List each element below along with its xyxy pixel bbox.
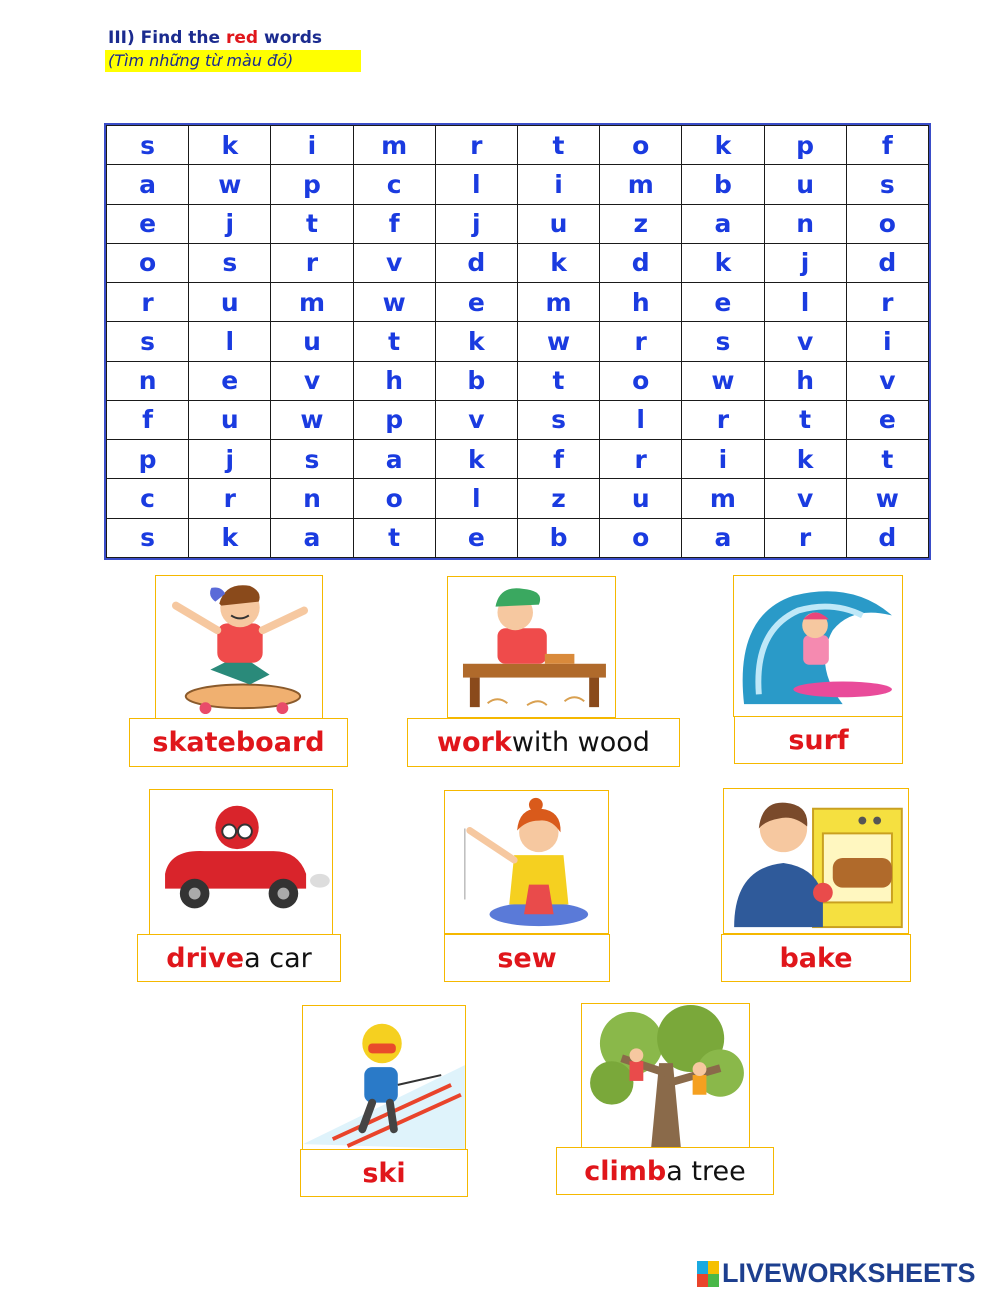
grid-letter[interactable]: v bbox=[435, 400, 517, 439]
grid-letter[interactable]: m bbox=[682, 479, 764, 518]
label-bake bbox=[721, 934, 911, 982]
grid-letter[interactable]: d bbox=[846, 243, 928, 282]
grid-letter[interactable]: w bbox=[846, 479, 928, 518]
bake-picture bbox=[723, 788, 909, 934]
grid-row bbox=[107, 243, 929, 282]
grid-letter[interactable]: v bbox=[271, 361, 353, 400]
title-prefix: III) Find the bbox=[108, 28, 221, 48]
grid-letter[interactable]: v bbox=[764, 479, 846, 518]
grid-letter[interactable]: a bbox=[682, 204, 764, 243]
grid-letter[interactable]: d bbox=[600, 243, 682, 282]
grid-letter[interactable]: l bbox=[435, 165, 517, 204]
grid-letter[interactable]: k bbox=[189, 126, 271, 165]
grid-letter[interactable]: a bbox=[682, 518, 764, 557]
grid-letter[interactable]: r bbox=[600, 322, 682, 361]
keyword: ski bbox=[362, 1157, 406, 1189]
grid-letter[interactable]: h bbox=[353, 361, 435, 400]
surf-picture bbox=[733, 575, 903, 717]
grid-letter[interactable]: k bbox=[682, 126, 764, 165]
grid-letter[interactable]: v bbox=[764, 322, 846, 361]
page-subtitle: (Tìm những từ màu đỏ) bbox=[105, 50, 361, 72]
grid-letter[interactable]: u bbox=[517, 204, 599, 243]
grid-letter[interactable]: r bbox=[107, 283, 189, 322]
grid-letter[interactable]: k bbox=[682, 243, 764, 282]
label-ski bbox=[300, 1149, 468, 1197]
grid-row bbox=[107, 440, 929, 479]
keyword: bake bbox=[779, 942, 853, 974]
grid-letter[interactable]: c bbox=[107, 479, 189, 518]
grid-letter[interactable]: t bbox=[764, 400, 846, 439]
grid-letter[interactable]: i bbox=[271, 126, 353, 165]
grid-row bbox=[107, 126, 929, 165]
grid-letter[interactable]: l bbox=[764, 283, 846, 322]
title-red-word: red bbox=[225, 28, 259, 48]
grid-letter[interactable]: i bbox=[846, 322, 928, 361]
grid-letter[interactable]: o bbox=[353, 479, 435, 518]
grid-letter[interactable]: n bbox=[271, 479, 353, 518]
grid-letter[interactable]: v bbox=[353, 243, 435, 282]
grid-letter[interactable]: n bbox=[107, 361, 189, 400]
grid-letter[interactable]: o bbox=[846, 204, 928, 243]
grid-letter[interactable]: h bbox=[600, 283, 682, 322]
skateboard-picture bbox=[155, 575, 323, 719]
grid-letter[interactable]: e bbox=[682, 283, 764, 322]
grid-letter[interactable]: k bbox=[435, 440, 517, 479]
grid-letter[interactable]: j bbox=[189, 204, 271, 243]
grid-letter[interactable]: r bbox=[189, 479, 271, 518]
grid-letter[interactable]: s bbox=[517, 400, 599, 439]
grid-letter[interactable]: f bbox=[846, 126, 928, 165]
grid-letter[interactable]: w bbox=[682, 361, 764, 400]
grid-letter[interactable]: i bbox=[517, 165, 599, 204]
grid-letter[interactable]: t bbox=[271, 204, 353, 243]
label-drive-a-car bbox=[137, 934, 341, 982]
grid-letter[interactable]: t bbox=[353, 322, 435, 361]
grid-letter[interactable]: o bbox=[107, 243, 189, 282]
grid-letter[interactable]: f bbox=[517, 440, 599, 479]
brand-name: LIVEWORKSHEETS bbox=[722, 1258, 976, 1288]
grid-letter[interactable]: p bbox=[107, 440, 189, 479]
grid-letter[interactable]: a bbox=[271, 518, 353, 557]
keyword: skateboard bbox=[152, 727, 325, 758]
label-rest: a car bbox=[244, 942, 312, 974]
grid-letter[interactable]: r bbox=[682, 400, 764, 439]
grid-row bbox=[107, 283, 929, 322]
grid-letter[interactable]: i bbox=[682, 440, 764, 479]
grid-letter[interactable]: m bbox=[271, 283, 353, 322]
grid-letter[interactable]: e bbox=[846, 400, 928, 439]
grid-letter[interactable]: m bbox=[600, 165, 682, 204]
grid-letter[interactable]: l bbox=[600, 400, 682, 439]
grid-letter[interactable]: e bbox=[435, 518, 517, 557]
grid-letter[interactable]: w bbox=[517, 322, 599, 361]
grid-letter[interactable]: h bbox=[764, 361, 846, 400]
climb-tree-picture bbox=[581, 1003, 750, 1148]
grid-letter[interactable]: j bbox=[435, 204, 517, 243]
logo-icon bbox=[697, 1261, 719, 1287]
grid-letter[interactable]: u bbox=[271, 322, 353, 361]
grid-letter[interactable]: n bbox=[764, 204, 846, 243]
grid-letter[interactable]: b bbox=[517, 518, 599, 557]
grid-letter[interactable]: k bbox=[517, 243, 599, 282]
grid-letter[interactable]: o bbox=[600, 518, 682, 557]
title-suffix: words bbox=[264, 28, 323, 48]
label-climb-a-tree bbox=[556, 1147, 774, 1195]
grid-letter[interactable]: a bbox=[107, 165, 189, 204]
woodwork-picture bbox=[447, 576, 616, 718]
label-sew bbox=[444, 934, 610, 982]
grid-letter[interactable]: r bbox=[764, 518, 846, 557]
grid-row bbox=[107, 322, 929, 361]
grid-letter[interactable]: u bbox=[600, 479, 682, 518]
liveworksheets-logo bbox=[697, 1258, 976, 1289]
keyword: sew bbox=[497, 942, 557, 974]
grid-letter[interactable]: t bbox=[353, 518, 435, 557]
grid-row bbox=[107, 518, 929, 557]
label-rest: with wood bbox=[511, 727, 650, 758]
keyword: work bbox=[437, 727, 512, 758]
keyword: drive bbox=[166, 942, 245, 974]
grid-letter[interactable]: z bbox=[517, 479, 599, 518]
grid-letter[interactable]: k bbox=[189, 518, 271, 557]
grid-letter[interactable]: s bbox=[107, 518, 189, 557]
grid-letter[interactable]: j bbox=[764, 243, 846, 282]
grid-row bbox=[107, 165, 929, 204]
grid-letter[interactable]: l bbox=[435, 479, 517, 518]
grid-letter[interactable]: r bbox=[846, 283, 928, 322]
grid-letter[interactable]: o bbox=[600, 361, 682, 400]
sew-picture bbox=[444, 790, 609, 934]
grid-letter[interactable]: m bbox=[517, 283, 599, 322]
grid-letter[interactable]: s bbox=[189, 243, 271, 282]
grid-letter[interactable]: p bbox=[353, 400, 435, 439]
grid-row bbox=[107, 400, 929, 439]
label-skateboard bbox=[129, 718, 348, 767]
keyword: climb bbox=[584, 1155, 667, 1187]
grid-letter[interactable]: p bbox=[764, 126, 846, 165]
grid-row bbox=[107, 479, 929, 518]
grid-letter[interactable]: f bbox=[353, 204, 435, 243]
keyword: surf bbox=[788, 724, 849, 756]
grid-letter[interactable]: t bbox=[517, 126, 599, 165]
drive-car-picture bbox=[149, 789, 333, 935]
grid-letter[interactable]: c bbox=[353, 165, 435, 204]
grid-letter[interactable]: b bbox=[682, 165, 764, 204]
grid-letter[interactable]: t bbox=[517, 361, 599, 400]
grid-letter[interactable]: u bbox=[764, 165, 846, 204]
grid-letter[interactable]: o bbox=[600, 126, 682, 165]
word-search-grid bbox=[104, 123, 931, 560]
grid-letter[interactable]: z bbox=[600, 204, 682, 243]
grid-letter[interactable]: d bbox=[435, 243, 517, 282]
label-rest: a tree bbox=[666, 1155, 746, 1187]
grid-letter[interactable]: e bbox=[435, 283, 517, 322]
grid-letter[interactable]: k bbox=[764, 440, 846, 479]
grid-letter[interactable]: d bbox=[846, 518, 928, 557]
grid-row bbox=[107, 361, 929, 400]
grid-letter[interactable]: e bbox=[107, 204, 189, 243]
grid-letter[interactable]: s bbox=[107, 322, 189, 361]
label-work-with-wood bbox=[407, 718, 680, 767]
ski-picture bbox=[302, 1005, 466, 1150]
grid-letter[interactable]: u bbox=[189, 283, 271, 322]
grid-letter[interactable]: r bbox=[435, 126, 517, 165]
grid-letter[interactable]: v bbox=[846, 361, 928, 400]
grid-letter[interactable]: u bbox=[189, 400, 271, 439]
grid-letter[interactable]: j bbox=[189, 440, 271, 479]
grid-letter[interactable]: k bbox=[435, 322, 517, 361]
grid-letter[interactable]: t bbox=[846, 440, 928, 479]
page-title bbox=[108, 28, 322, 48]
grid-letter[interactable]: b bbox=[435, 361, 517, 400]
grid-letter[interactable]: f bbox=[107, 400, 189, 439]
grid-letter[interactable]: s bbox=[271, 440, 353, 479]
grid-letter[interactable]: l bbox=[189, 322, 271, 361]
grid-letter[interactable]: w bbox=[189, 165, 271, 204]
grid-letter[interactable]: a bbox=[353, 440, 435, 479]
grid-letter[interactable]: p bbox=[271, 165, 353, 204]
grid-letter[interactable]: s bbox=[846, 165, 928, 204]
grid-letter[interactable]: s bbox=[682, 322, 764, 361]
grid-letter[interactable]: s bbox=[107, 126, 189, 165]
grid-row bbox=[107, 204, 929, 243]
label-surf bbox=[734, 716, 903, 764]
grid-letter[interactable]: w bbox=[353, 283, 435, 322]
grid-letter[interactable]: r bbox=[600, 440, 682, 479]
grid-letter[interactable]: r bbox=[271, 243, 353, 282]
grid-letter[interactable]: e bbox=[189, 361, 271, 400]
grid-letter[interactable]: m bbox=[353, 126, 435, 165]
grid-letter[interactable]: w bbox=[271, 400, 353, 439]
